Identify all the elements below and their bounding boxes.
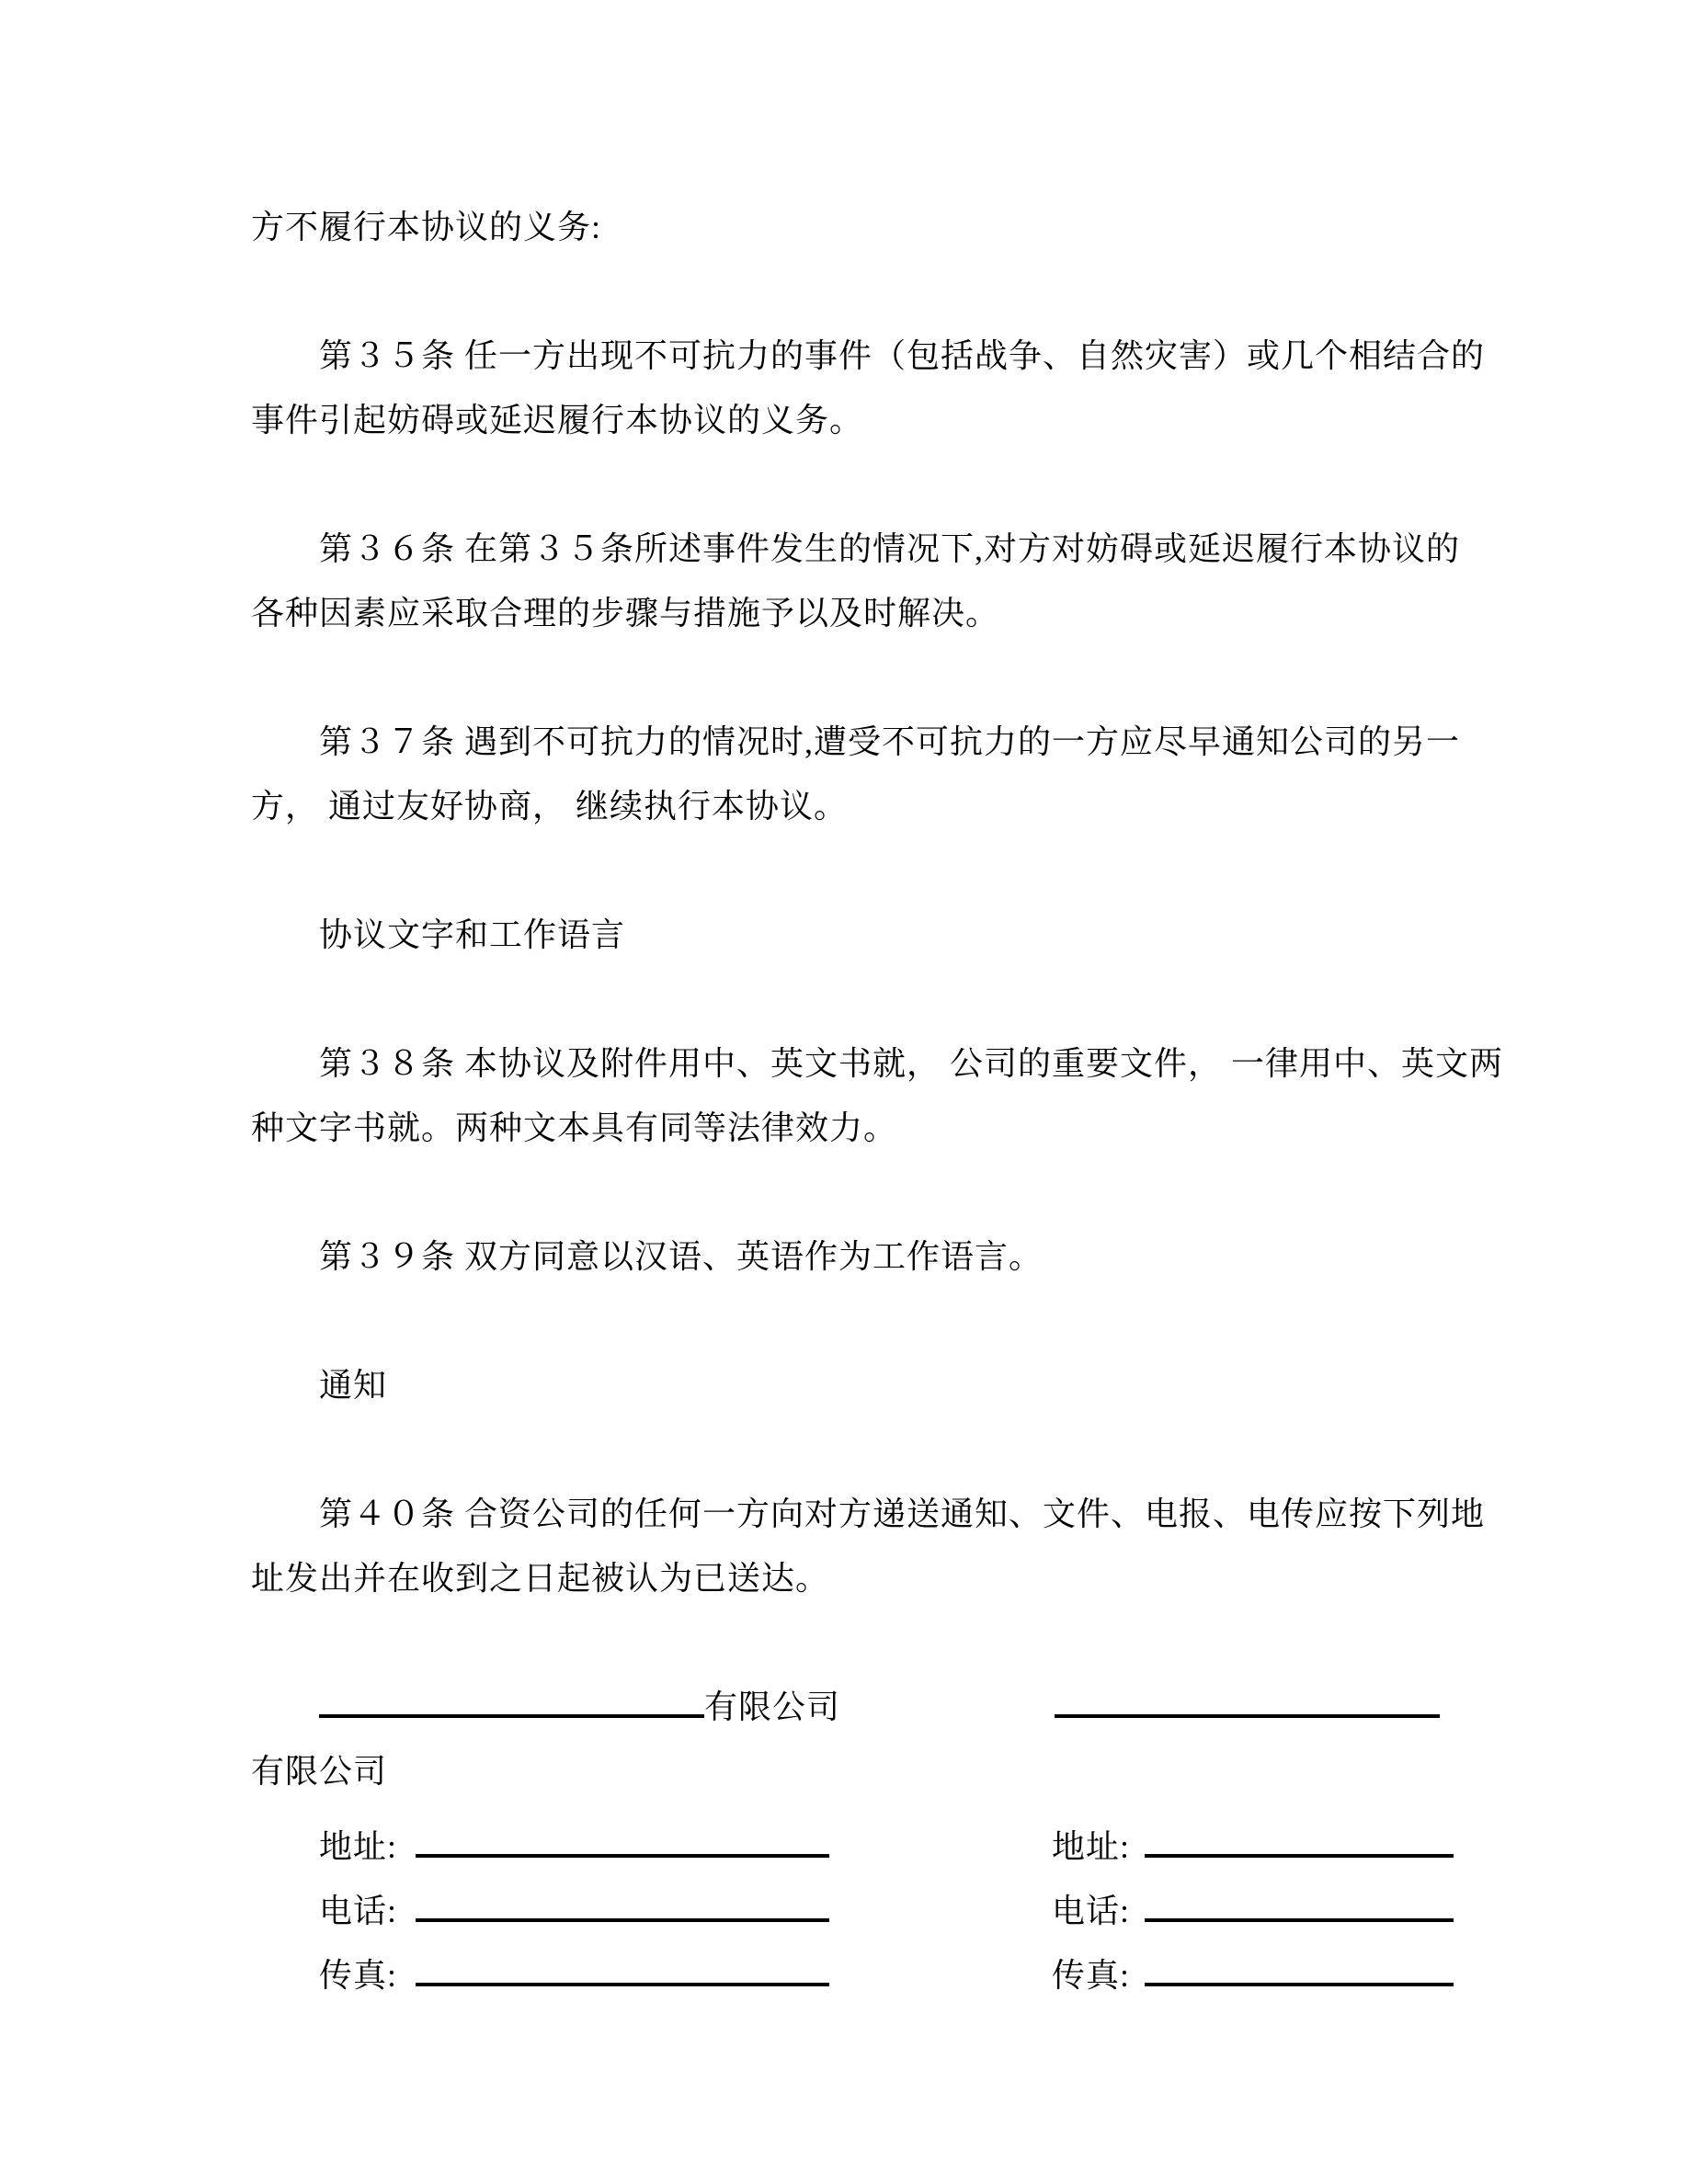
- article-37-line-1: 第３７条 遇到不可抗力的情况时,遭受不可抗力的一方应尽早通知公司的另一: [319, 723, 1461, 760]
- address-blank-right: [1145, 1854, 1454, 1858]
- address-label-left: 地址:: [319, 1828, 398, 1865]
- signature-company-line: [251, 1675, 1467, 1739]
- phone-right-group: [1052, 1879, 1454, 1943]
- company-name-blank-left: [319, 1714, 704, 1718]
- article-36-line-2: 各种因素应采取合理的步骤与措施予以及时解决。: [251, 595, 1000, 631]
- section-heading-notice: 通知: [319, 1367, 388, 1404]
- article-40-line-1: 第４０条 合资公司的任何一方向对方递送通知、文件、电报、电传应按下列地: [319, 1496, 1486, 1532]
- article-35-line-2: 事件引起妨碍或延迟履行本协议的义务。: [251, 402, 864, 438]
- address-label-right: 地址:: [1052, 1828, 1131, 1865]
- fax-blank-left: [416, 1983, 829, 1986]
- phone-blank-left: [416, 1918, 829, 1922]
- article-39-line: 第３９条 双方同意以汉语、英语作为工作语言。: [319, 1238, 1044, 1275]
- article-38-line-1: 第３８条 本协议及附件用中、英文书就， 公司的重要文件， 一律用中、英文两: [319, 1045, 1504, 1082]
- fax-blank-right: [1145, 1983, 1454, 1986]
- phone-label-right: 电话:: [1052, 1893, 1131, 1929]
- article-38-line-2: 种文字书就。两种文本具有同等法律效力。: [251, 1109, 898, 1146]
- fax-label-left: 传真:: [319, 1957, 398, 1994]
- fax-row: [251, 1943, 1467, 2008]
- address-row: [251, 1814, 1467, 1879]
- company-suffix-wrapped-line: 有限公司: [251, 1753, 388, 1790]
- address-blank-left: [416, 1854, 829, 1858]
- address-right-group: [1052, 1814, 1454, 1879]
- section-heading-language: 协议文字和工作语言: [319, 916, 626, 953]
- fax-label-right: 传真:: [1052, 1957, 1131, 1994]
- phone-label-left: 电话:: [319, 1893, 398, 1929]
- article-37-line-2: 方， 通过友好协商， 继续执行本协议。: [251, 788, 849, 825]
- phone-blank-right: [1145, 1918, 1454, 1922]
- article-40-line-2: 址发出并在收到之日起被认为已送达。: [251, 1560, 830, 1597]
- phone-row: [251, 1879, 1467, 1943]
- company-suffix-left: 有限公司: [704, 1689, 841, 1725]
- continuation-line: 方不履行本协议的义务:: [251, 209, 602, 245]
- article-35-line-1: 第３５条 任一方出现不可抗力的事件（包括战争、自然灾害）或几个相结合的: [319, 337, 1486, 374]
- fax-right-group: [1052, 1943, 1454, 2008]
- article-36-line-1: 第３６条 在第３５条所述事件发生的情况下,对方对妨碍或延迟履行本协议的: [319, 530, 1461, 567]
- company-name-blank-right: [1055, 1714, 1440, 1718]
